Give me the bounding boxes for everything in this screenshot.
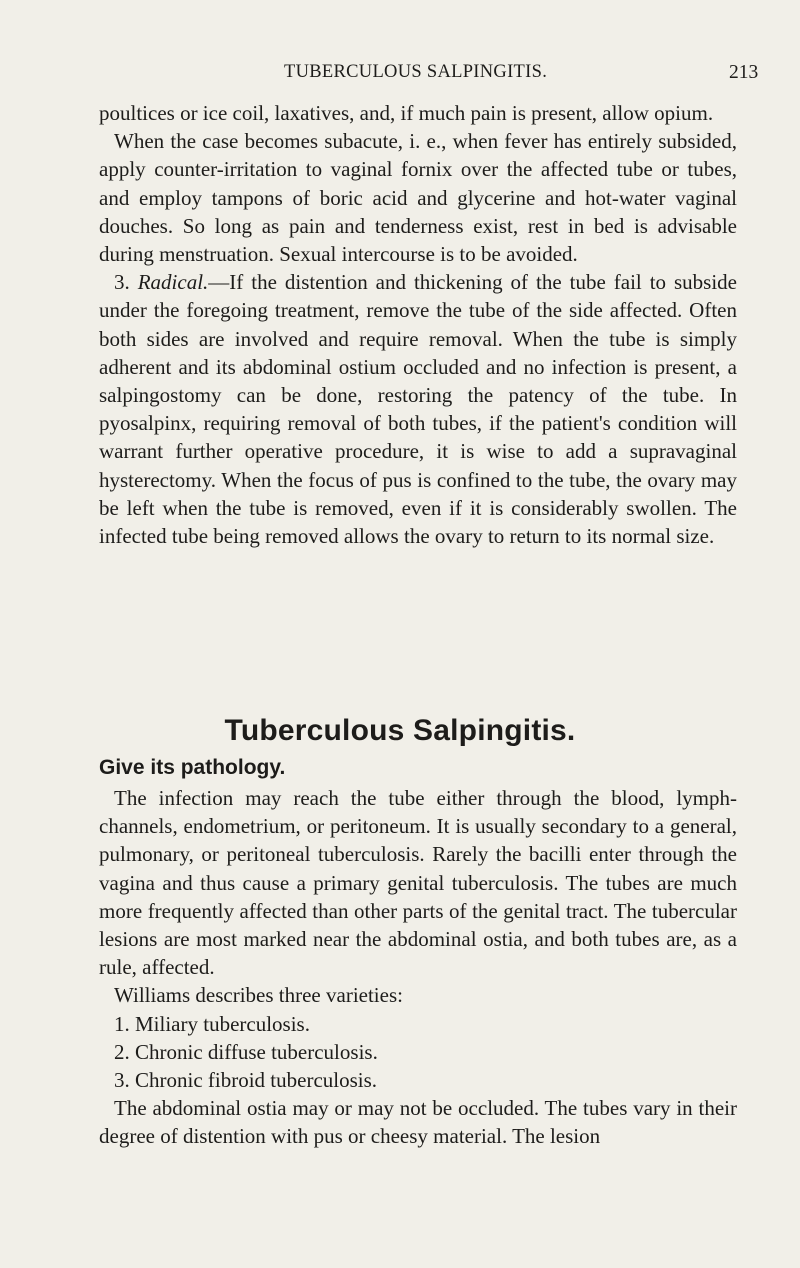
radical-label: Radical.: [137, 270, 209, 295]
question-heading: Give its pathology.: [99, 756, 286, 779]
section-heading: Tuberculous Salpingitis.: [224, 714, 576, 747]
radical-text: —If the distention and thickening of the tube fail to subside under the foregoing treatment, remove the tube of the side affected. Often both sides are involved and require removal. When the tube is simply adherent and its abdominal ostium occluded and no infection is present, a salpingostomy can be done, restoring the patency of the tube. In pyosalpinx, requiring removal of both tubes, if the patient's condition will warrant further operative procedure, it is wise to add a supravaginal hysterectomy. When the focus of pus is confined to the tube, the ovary may be left when the tube is removed, even if it is considerably swollen. The infected tube being removed allows the ovary to return to its normal size.: [99, 270, 738, 549]
list-item: 3. Chronic fibroid tuberculosis.: [114, 1068, 378, 1093]
pathology-text: [99, 784, 737, 1151]
paragraph-ostia: The abdominal ostia may or may not be occluded. The tubes vary in their degree of distention with pus or cheesy material. The lesion: [99, 1096, 737, 1149]
paragraph-subacute: When the case becomes subacute, i. e., when fever has entirely subsided, apply counter-irritation to vaginal fornix over the affected tube or tubes, and employ tampons of boric acid and glycerine and hot-water vaginal douches. So long as pain and tenderness exist, rest in bed is advisable during menstruation. Sexual intercourse is to be avoided.: [99, 129, 737, 267]
running-title: TUBERCULOUS SALPINGITIS.: [284, 62, 548, 82]
paragraph-radical: [99, 268, 737, 550]
list-item: 2. Chronic diffuse tuberculosis.: [114, 1039, 378, 1064]
radical-number: 3.: [114, 270, 130, 295]
list-item: 1. Miliary tuberculosis.: [114, 1011, 310, 1036]
paragraph-williams: Williams describes three varieties:: [114, 983, 403, 1008]
treatment-text: [99, 99, 737, 550]
paragraph-infection: The infection may reach the tube either through the blood, lymph-channels, endometrium, or peritoneum. It is usually secondary to a general, pulmonary, or peritoneal tuberculosis. Rarely the bacilli enter through the vagina and thus cause a primary genital tuberculosis. The tubes are much more frequently affected than other parts of the genital tract. The tubercular lesions are most marked near the abdominal ostia, and both tubes are, as a rule, affected.: [99, 786, 737, 980]
page-number: 213: [729, 62, 759, 83]
paragraph-poultices: poultices or ice coil, laxatives, and, if much pain is present, allow opium.: [99, 101, 714, 125]
